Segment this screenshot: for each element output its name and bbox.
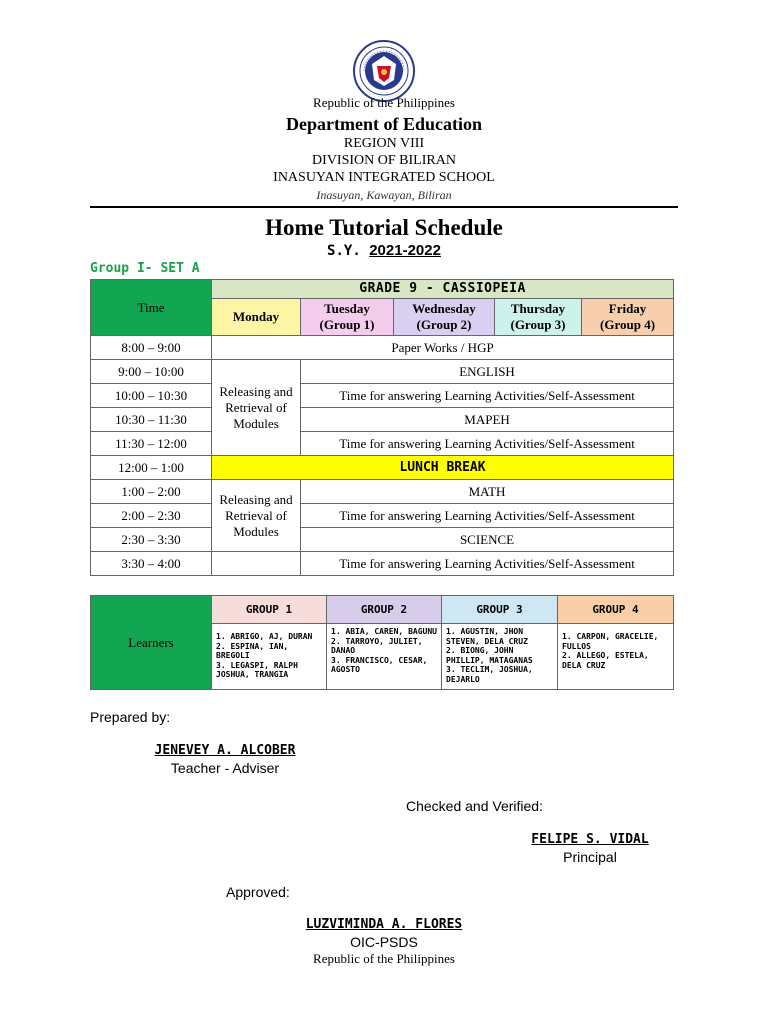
approved-role: OIC-PSDS — [350, 934, 418, 950]
prepared-signatory — [90, 743, 360, 776]
subject-cell: SCIENCE — [301, 528, 674, 552]
header-divider — [90, 206, 678, 208]
day-header-thursday: Thursday (Group 3) — [495, 299, 582, 336]
group-1-header: GROUP 1 — [212, 596, 327, 624]
releasing-cell: Releasing and Retrieval of Modules — [212, 360, 301, 456]
set-label: Group I- SET A — [90, 261, 200, 276]
day-header-monday: Monday — [212, 299, 301, 336]
group-4-header: GROUP 4 — [558, 596, 674, 624]
list-item: 2. ALLEGO, ESTELA, DELA CRUZ — [562, 651, 649, 670]
time-cell: 10:30 – 11:30 — [91, 408, 212, 432]
time-cell: 11:30 – 12:00 — [91, 432, 212, 456]
subject-cell: MAPEH — [301, 408, 674, 432]
region-heading: REGION VIII — [343, 136, 425, 151]
school-year-label: S.Y. — [327, 243, 361, 259]
subject-cell: ENGLISH — [301, 360, 674, 384]
list-item: 1. CARPON, GRACELIE, FULLOS — [562, 632, 659, 651]
list-item: 1. ABIA, CAREN, BAGUNU — [331, 627, 437, 636]
lunch-break-cell: LUNCH BREAK — [212, 456, 674, 480]
group-3-header: GROUP 3 — [442, 596, 558, 624]
time-cell: 2:30 – 3:30 — [91, 528, 212, 552]
time-cell: 1:00 – 2:00 — [91, 480, 212, 504]
list-item: 3. TECLIM, JOSHUA, DEJARLO — [446, 665, 533, 684]
approved-signatory — [234, 917, 534, 967]
division-heading: DIVISION OF BILIRAN — [312, 153, 456, 168]
list-item: 1. AGUSTIN, JHON STEVEN, DELA CRUZ — [446, 627, 528, 646]
time-cell: 12:00 – 1:00 — [91, 456, 212, 480]
approved-org: Republic of the Philippines — [313, 951, 455, 966]
grade-header: GRADE 9 - CASSIOPEIA — [212, 280, 674, 299]
school-address: Inasuyan, Kawayan, Biliran — [316, 188, 452, 202]
time-cell: 3:30 – 4:00 — [91, 552, 212, 576]
school-year-value: 2021-2022 — [369, 242, 441, 259]
activity-cell: Paper Works / HGP — [212, 336, 674, 360]
checked-name: FELIPE S. VIDAL — [531, 832, 649, 847]
schedule-table — [90, 279, 674, 576]
list-item: 2. BIONG, JOHN PHILLIP, MATAGANAS — [446, 646, 533, 665]
school-year — [0, 242, 768, 259]
checked-signatory — [500, 832, 680, 865]
activity-cell: Time for answering Learning Activities/Self-Assessment — [301, 552, 674, 576]
list-item: 3. LEGASPI, RALPH JOSHUA, TRANGIA — [216, 660, 298, 679]
prepared-name: JENEVEY A. ALCOBER — [154, 743, 296, 758]
time-cell: 9:00 – 10:00 — [91, 360, 212, 384]
activity-cell: Time for answering Learning Activities/Self-Assessment — [301, 384, 674, 408]
activity-cell: Time for answering Learning Activities/Self-Assessment — [301, 504, 674, 528]
learners-label: Learners — [91, 596, 212, 690]
list-item: 1. ABRIGO, AJ, DURAN — [216, 632, 313, 641]
time-cell: 10:00 – 10:30 — [91, 384, 212, 408]
list-item: 2. TARROYO, JULIET, DANAO — [331, 636, 423, 655]
day-header-tuesday: Tuesday (Group 1) — [301, 299, 394, 336]
page-title: Home Tutorial Schedule — [265, 215, 503, 240]
prepared-label: Prepared by: — [90, 709, 171, 725]
time-cell: 2:00 – 2:30 — [91, 504, 212, 528]
group-2-header: GROUP 2 — [327, 596, 442, 624]
list-item: 3. FRANCISCO, CESAR, AGOSTO — [331, 655, 428, 674]
learners-table — [90, 595, 674, 690]
activity-cell: Time for answering Learning Activities/Self-Assessment — [301, 432, 674, 456]
prepared-role: Teacher - Adviser — [170, 760, 280, 776]
time-header: Time — [91, 280, 212, 336]
releasing-cell: Releasing and Retrieval of Modules — [212, 480, 301, 552]
group-1-members — [212, 624, 327, 690]
approved-label: Approved: — [226, 884, 290, 900]
day-header-friday: Friday (Group 4) — [582, 299, 674, 336]
department-heading: Department of Education — [286, 114, 482, 134]
group-4-members — [558, 624, 674, 690]
group-2-members — [327, 624, 442, 690]
checked-label: Checked and Verified: — [406, 798, 543, 814]
deped-seal-icon — [353, 40, 415, 102]
time-cell: 8:00 – 9:00 — [91, 336, 212, 360]
day-header-wednesday: Wednesday (Group 2) — [394, 299, 495, 336]
approved-name: LUZVIMINDA A. FLORES — [305, 917, 463, 932]
school-heading: INASUYAN INTEGRATED SCHOOL — [273, 170, 495, 185]
group-3-members — [442, 624, 558, 690]
empty-cell — [212, 552, 301, 576]
list-item: 2. ESPINA, IAN, BREGOLI — [216, 641, 289, 660]
checked-role: Principal — [563, 849, 617, 865]
republic-heading: Republic of the Philippines — [313, 95, 455, 110]
subject-cell: MATH — [301, 480, 674, 504]
